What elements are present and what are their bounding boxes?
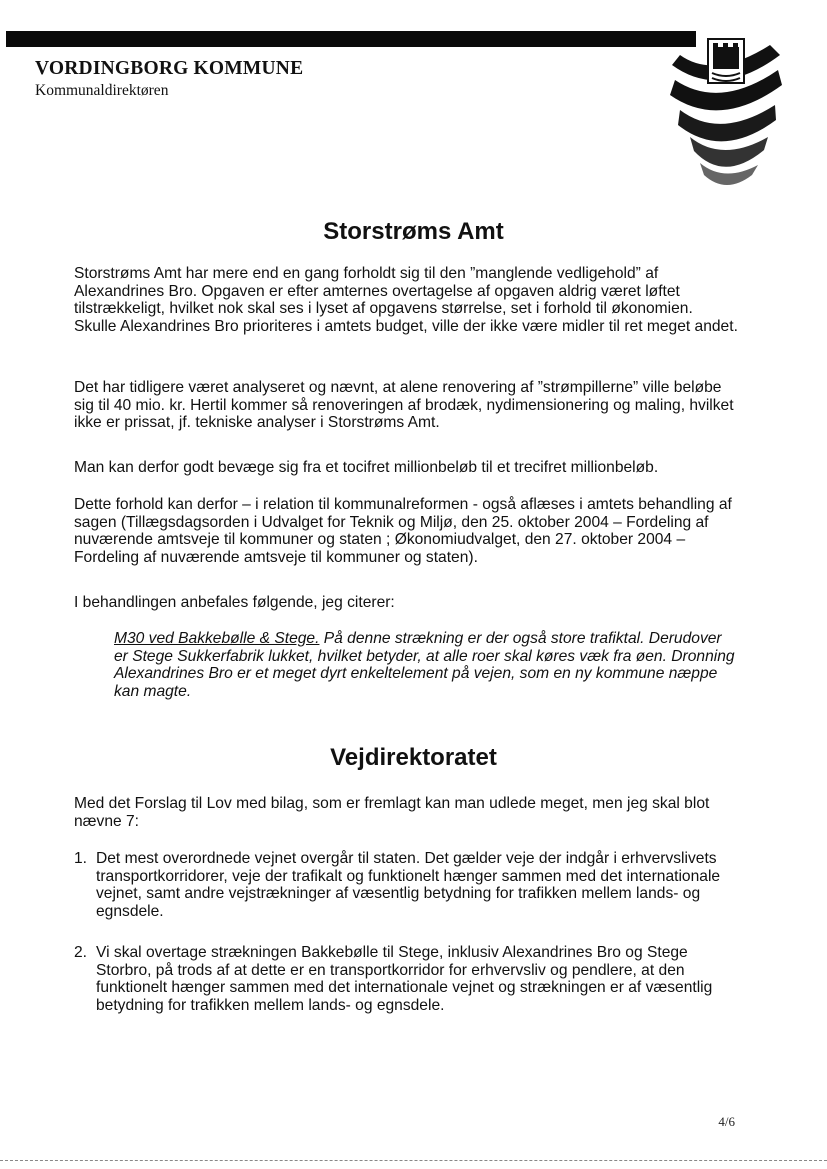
paragraph-2: Det har tidligere været analyseret og nævnt, at alene renovering af ”strømpillerne” ville beløbe sig til 40 mio. kr. Hertil kommer så renoveringen af brodæk, nydimensionering og maling, hvilket ikke er prissat, jf. tekniske analyser i Storstrøms Amt.: [74, 379, 734, 431]
list-item-number: 2.: [74, 944, 88, 961]
list-item-text: Vi skal overtage strækningen Bakkebølle til Stege, inklusiv Alexandrines Bro og Stege Storbro, på trods af at dette er en transportkorridor for erhvervsliv og pendlere, at den funktionelt hænger sammen med det internationale vejnet og strækningen er af væsentlig betydning for trafikken mellem lands- og egnsdele.: [96, 944, 713, 1014]
paragraph-1: Storstrøms Amt har mere end en gang forholdt sig til den ”manglende vedligehold” af Alexandrines Bro. Opgaven er efter amternes overtagelse af opgaven aldrig været løftet tilstrækkeligt, hvilket nok skal ses i lyset af opgavens størrelse, set i forhold til økonomien. Skulle Alexandrines Bro prioriteres i amtets budget, ville der ikke være midler til ret meget andet.: [74, 265, 738, 335]
section-heading-storstroems-amt: Storstrøms Amt: [323, 218, 504, 245]
list-item-text: Det mest overordnede vejnet overgår til staten. Det gælder veje der indgår i erhvervslivets transportkorridorer, veje der trafikalt og funktionelt hænger sammen med det internationale vejnet, samt andre vejstrækninger af væsentlig betydning for trafikken mellem lands- og egnsdele.: [96, 850, 721, 920]
section-heading-vejdirektoratet: Vejdirektoratet: [330, 744, 497, 771]
list-item-number: 1.: [74, 850, 88, 867]
paragraph-5: I behandlingen anbefales følgende, jeg citerer:: [74, 594, 395, 611]
department-name: Kommunaldirektøren: [35, 82, 169, 99]
organization-name: VORDINGBORG KOMMUNE: [35, 58, 304, 79]
list-item: [74, 944, 744, 1014]
numbered-list: [74, 850, 744, 1038]
quote-reference: M30 ved Bakkebølle & Stege.: [114, 630, 320, 647]
paragraph-3: Man kan derfor godt bevæge sig fra et tocifret millionbeløb til et trecifret millionbeløb.: [74, 459, 659, 476]
quoted-recommendation: [114, 630, 739, 700]
section2-intro: Med det Forslag til Lov med bilag, som er fremlagt kan man udlede meget, men jeg skal blot nævne 7:: [74, 795, 710, 830]
list-item: [74, 850, 744, 920]
page-number: 4/6: [718, 1114, 735, 1129]
quote-text: På denne strækning er der også store trafiktal. Derudover er Stege Sukkerfabrik lukket, hvilket betyder, at alle roer skal køres væk fra øen. Dronning Alexandrines Bro er et meget dyrt enkeltelement på vejen, som en ny kommune næppe kan magte.: [114, 630, 735, 700]
paragraph-4: Dette forhold kan derfor – i relation til kommunalreformen - også aflæses i amtets behandling af sagen (Tillægsdagsorden i Udvalget for Teknik og Miljø, den 25. oktober 2004 – Fordeling af nuværende amtsveje til kommuner og staten ; Økonomiudvalget, den 27. oktober 2004 – Fordeling af nuværende amtsveje til kommuner og staten).: [74, 496, 732, 566]
coat-of-arms-icon: [660, 25, 790, 200]
bottom-divider: [0, 1160, 827, 1161]
header-bar: [6, 31, 696, 47]
